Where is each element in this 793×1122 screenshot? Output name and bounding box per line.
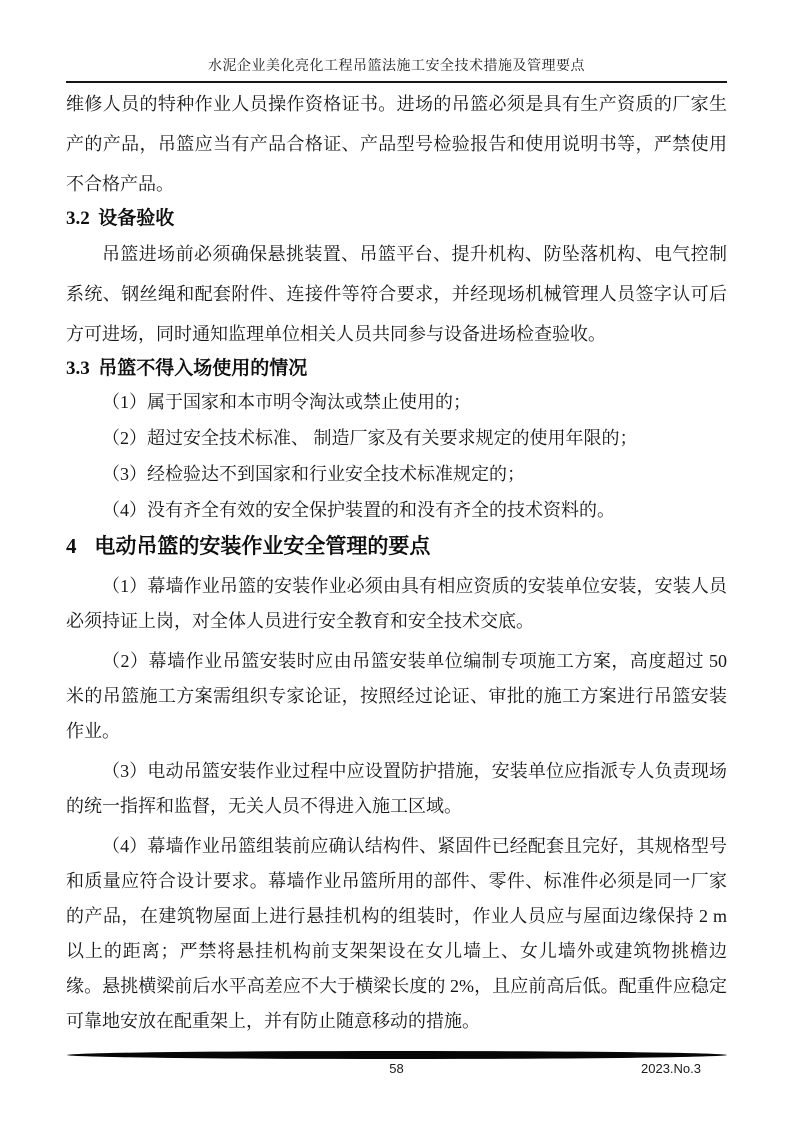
section-4-title: 电动吊篮的安装作业安全管理的要点: [94, 535, 431, 558]
section-3-3-title: 吊篮不得入场使用的情况: [98, 358, 308, 379]
section-3-2-heading: [66, 204, 727, 234]
section-3-2-number: 3.2: [66, 208, 90, 229]
header-title: 水泥企业美化亮化工程吊篮法施工安全技术措施及管理要点: [208, 59, 585, 74]
section-3-2-title: 设备验收: [98, 208, 175, 229]
footer-bar: [67, 1051, 727, 1059]
list-item: （3）经检验达不到国家和行业安全技术标准规定的；: [102, 464, 525, 484]
document-body: [66, 84, 727, 1044]
list-item: （1）属于国家和本市明令淘汰或禁止使用的；: [102, 392, 471, 412]
issue-number: 2023.No.3: [641, 1061, 701, 1076]
page-header: [66, 56, 727, 83]
list-item: （4）没有齐全有效的安全保护装置的和没有齐全的技术资料的。: [102, 500, 615, 520]
header-rule: [66, 81, 727, 83]
section-4-number: 4: [66, 534, 77, 558]
section-4-heading: [66, 528, 727, 565]
section-4-paragraph: （2）幕墙作业吊篮安装时应由吊篮安装单位编制专项施工方案，高度超过 50 米的吊篮施工方案需组织专家论证，按照经过论证、审批的施工方案进行吊篮安装作业。: [66, 651, 727, 741]
section-4-paragraph: （1）幕墙作业吊篮的安装作业必须由具有相应资质的安装单位安装，安装人员必须持证上岗，对全体人员进行安全教育和安全技术交底。: [66, 576, 727, 631]
list-item: （2）超过安全技术标准、 制造厂家及有关要求规定的使用年限的；: [102, 428, 638, 448]
section-3-3-number: 3.3: [66, 358, 90, 379]
page-number: 58: [389, 1061, 404, 1076]
section-3-2-paragraph: 吊篮进场前必须确保悬挑装置、吊篮平台、提升机构、防坠落机构、电气控制系统、钢丝绳和配套附件、连接件等符合要求，并经现场机械管理人员签字认可后方可进场，同时通知监理单位相关人员共同参与设备进场检查验收。: [66, 244, 727, 344]
page-footer: [66, 1061, 727, 1081]
section-4-paragraph: （4）幕墙作业吊篮组装前应确认结构件、紧固件已经配套且完好，其规格型号和质量应符合设计要求。幕墙作业吊篮所用的部件、零件、标准件必须是同一厂家的产品，在建筑物屋面上进行悬挂机构的组装时，作业人员应与屋面边缘保持 2 m 以上的距离；严禁将悬挂机构前支架架设在女儿墙上、女儿墙外或建筑物挑檐边缘。悬挑横梁前后水平高差应不大于横梁长度的 2%，且应前高后低。配重件应稳定可靠地安放在配重架上，并有防止随意移动的措施。: [66, 836, 727, 1031]
continuation-paragraph: 维修人员的特种作业人员操作资格证书。进场的吊篮必须是具有生产资质的厂家生产的产品，吊篮应当有产品合格证、产品型号检验报告和使用说明书等，严禁使用不合格产品。: [66, 94, 727, 194]
section-4-paragraph: （3）电动吊篮安装作业过程中应设置防护措施，安装单位应指派专人负责现场的统一指挥和监督，无关人员不得进入施工区域。: [66, 761, 727, 816]
section-3-3-heading: [66, 354, 727, 384]
